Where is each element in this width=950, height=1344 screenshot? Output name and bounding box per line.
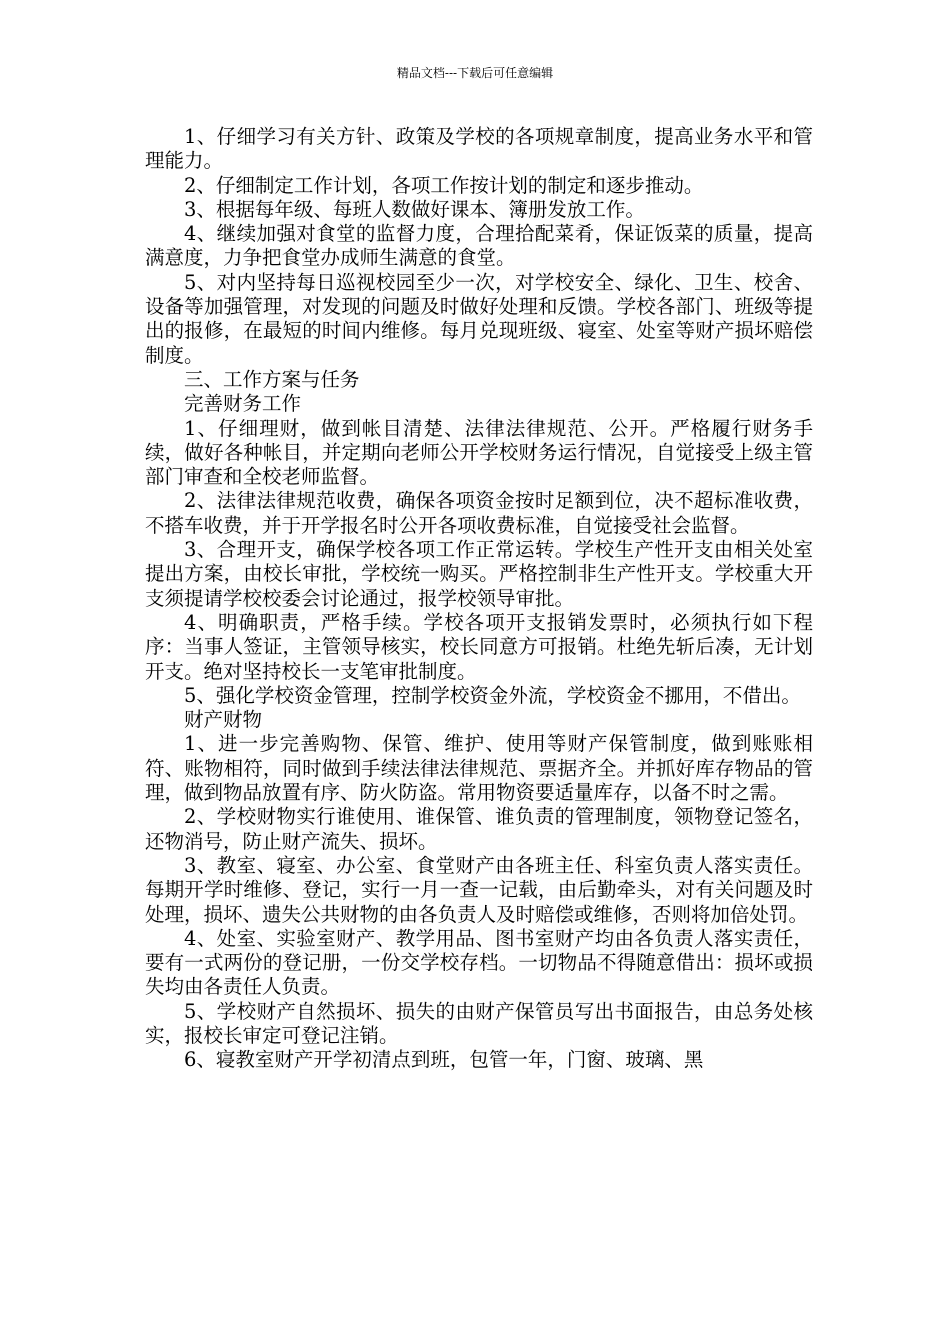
paragraph-finance-2: 2、法律法律规范收费，确保各项资金按时足额到位，决不超标准收费，不搭车收费，并于开学报名时公开各项收费标准，自觉接受社会监督。 <box>145 489 813 537</box>
paragraph-4: 4、继续加强对食堂的监督力度，合理拾配菜肴，保证饭菜的质量，提高满意度，力争把食堂办成师生满意的食堂。 <box>145 222 813 270</box>
page-header: 精品文档---下载后可任意编辑 <box>396 66 554 80</box>
paragraph-finance-5: 5、强化学校资金管理，控制学校资金外流，学校资金不挪用，不借出。 <box>184 683 801 707</box>
paragraph-1: 1、仔细学习有关方针、政策及学校的各项规章制度，提高业务水平和管理能力。 <box>145 125 813 173</box>
section-heading-work-plan: 三、工作方案与任务 <box>184 367 360 391</box>
paragraph-2: 2、仔细制定工作计划，各项工作按计划的制定和逐步推动。 <box>184 173 704 197</box>
subheading-property: 财产财物 <box>184 708 263 732</box>
paragraph-finance-3: 3、合理开支，确保学校各项工作正常运转。学校生产性开支由相关处室提出方案，由校长审批，学校统一购买。严格控制非生产性开支。学校重大开支须提请学校校委会讨论通过，报学校领导审批。 <box>145 538 813 610</box>
paragraph-property-3: 3、教室、寝室、办公室、食堂财产由各班主任、科室负责人落实责任。每期开学时维修、登记，实行一月一查一记载，由后勤牵头，对有关问题及时处理，损坏、遗失公共财物的由各负责人及时赔偿或维修，否则将加倍处罚。 <box>145 853 813 926</box>
paragraph-property-5: 5、学校财产自然损坏、损失的由财产保管员写出书面报告，由总务处核实，报校长审定可登记注销。 <box>145 999 813 1047</box>
paragraph-property-2: 2、学校财物实行谁使用、谁保管、谁负责的管理制度，领物登记签名，还物消号，防止财产流失、损坏。 <box>145 805 813 853</box>
paragraph-3: 3、根据每年级、每班人数做好课本、簿册发放工作。 <box>184 197 645 221</box>
paragraph-5: 5、对内坚持每日巡视校园至少一次，对学校安全、绿化、卫生、校舍、设备等加强管理，对发现的问题及时做好处理和反馈。学校各部门、班级等提出的报修，在最短的时间内维修。每月兑现班级、寝室、处室等财产损坏赔偿制度。 <box>145 270 813 367</box>
paragraph-property-6: 6、寝教室财产开学初清点到班，包管一年，门窗、玻璃、黑 <box>184 1048 704 1072</box>
paragraph-finance-1: 1、仔细理财，做到帐目清楚、法律法律规范、公开。严格履行财务手续，做好各种帐目，并定期向老师公开学校财务运行情况，自觉接受上级主管部门审查和全校老师监督。 <box>145 416 813 489</box>
subheading-finance: 完善财务工作 <box>184 392 302 416</box>
document-body <box>145 125 813 1073</box>
paragraph-property-1: 1、进一步完善购物、保管、维护、使用等财产保管制度，做到账账相符、账物相符，同时做到手续法律法律规范、票据齐全。并抓好库存物品的管理，做到物品放置有序、防火防盗。常用物资要适量库存，以备不时之需。 <box>145 732 813 805</box>
paragraph-property-4: 4、处室、实验室财产、教学用品、图书室财产均由各负责人落实责任，要有一式两份的登记册，一份交学校存档。一切物品不得随意借出：损坏或损失均由各责任人负责。 <box>145 926 813 999</box>
paragraph-finance-4: 4、明确职责，严格手续。学校各项开支报销发票时，必须执行如下程序：当事人签证，主管领导核实，校长同意方可报销。杜绝先斩后凑，无计划开支。绝对坚持校长一支笔审批制度。 <box>145 610 813 683</box>
